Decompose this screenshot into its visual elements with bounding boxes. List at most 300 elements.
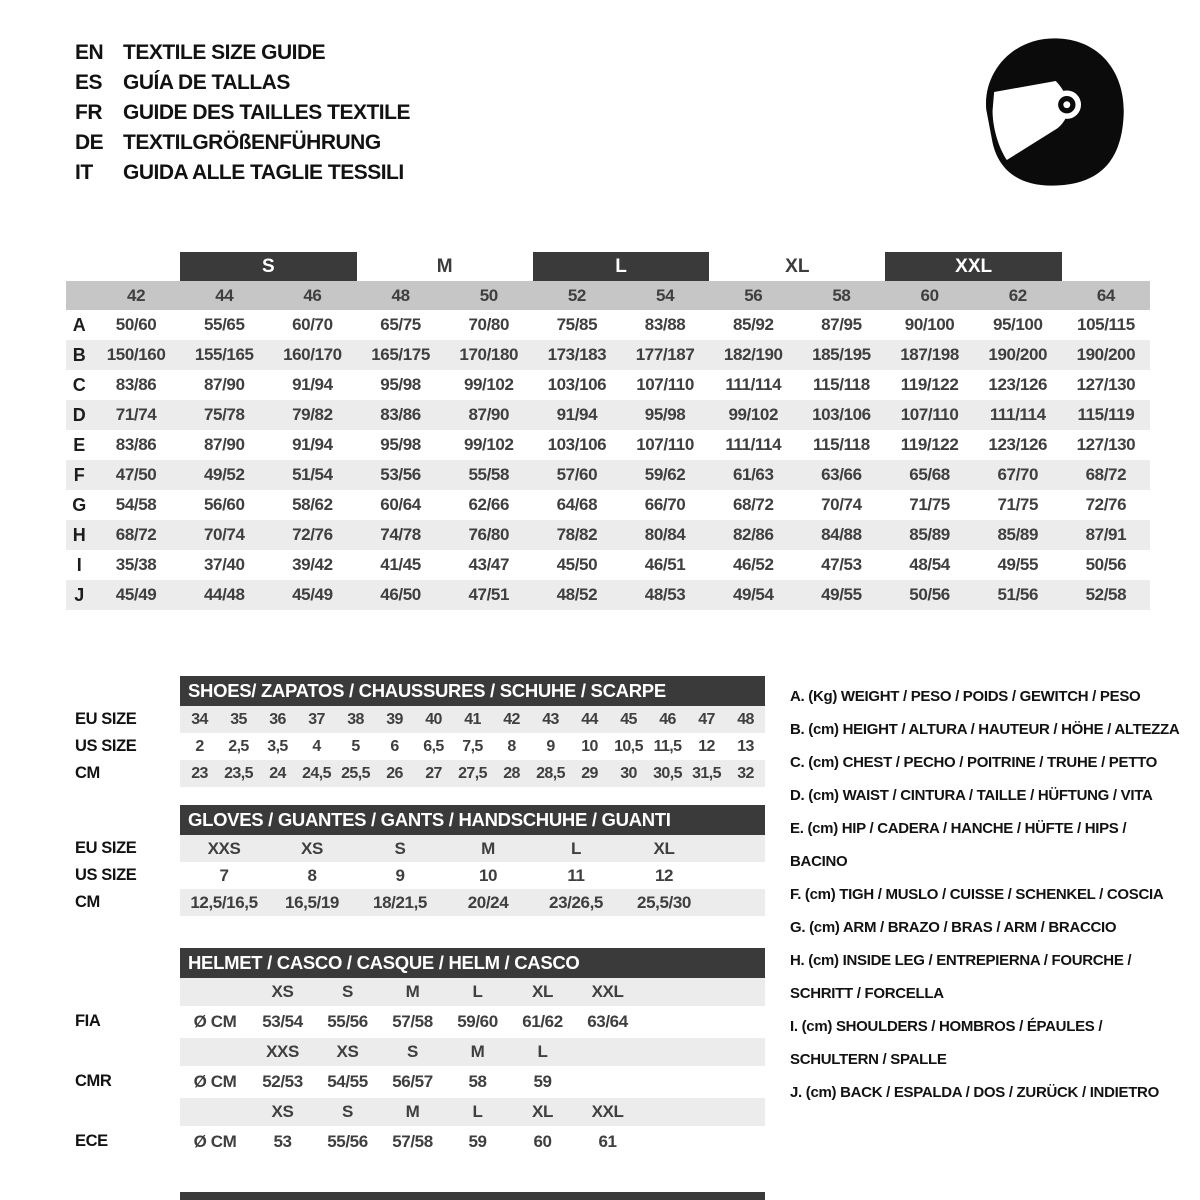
shoes-cell: 28,5: [536, 764, 565, 782]
shoes-cell: 23: [191, 764, 208, 782]
size-cell: 83/88: [644, 315, 686, 334]
gloves-cell: 12: [654, 865, 674, 885]
measurement-legend: [790, 680, 1184, 1109]
textile-size-table: [66, 252, 1150, 610]
size-cell: 82/86: [732, 525, 774, 544]
helmet-values-row-cmr: [180, 1066, 765, 1098]
shoes-cell: 7,5: [462, 737, 483, 755]
size-cell: 71/75: [909, 495, 950, 514]
gloves-cell: 12,5/16,5: [190, 892, 258, 912]
shoes-cell: 10: [581, 737, 598, 755]
shoes-cell: 13: [737, 737, 754, 755]
helmet-size-header: XL: [532, 982, 553, 1001]
shoes-cell: 46: [659, 710, 676, 728]
size-cell: 60/64: [380, 495, 421, 514]
shoes-cell: 30: [620, 764, 637, 782]
size-cell: 48/52: [556, 585, 598, 604]
gloves-cell: M: [481, 838, 495, 858]
measurement-row-d: [66, 400, 1150, 430]
size-cell: 39/42: [292, 555, 333, 574]
shoes-cell: 30,5: [653, 764, 682, 782]
row-key: A: [72, 314, 86, 335]
size-cell: 50/56: [909, 585, 950, 604]
shoes-eu-size-label: EU SIZE: [75, 710, 137, 728]
language-row: [75, 68, 410, 98]
diameter-unit-label: Ø CM: [193, 1012, 237, 1031]
helmet-values-row-fia: [180, 1006, 765, 1038]
cutoff-header-bar: [180, 1192, 765, 1200]
size-cell: 50/56: [1085, 555, 1127, 574]
shoes-cell: 39: [386, 710, 403, 728]
helmet-size-header: L: [472, 1102, 483, 1121]
column-header-56: 56: [744, 285, 763, 305]
row-key: G: [72, 494, 86, 515]
size-cell: 49/52: [203, 465, 245, 484]
shoes-cell: 35: [230, 710, 247, 728]
diameter-unit-label: Ø CM: [193, 1072, 237, 1091]
row-key: J: [74, 584, 84, 605]
size-cell: 103/106: [812, 405, 871, 424]
size-cell: 47/51: [468, 585, 510, 604]
size-cell: 127/130: [1076, 435, 1136, 454]
helmet-size-header: S: [342, 982, 353, 1001]
size-cell: 185/195: [812, 345, 871, 364]
size-cell: 50/60: [115, 315, 157, 334]
size-cell: 111/114: [725, 435, 782, 454]
language-code: ES: [75, 71, 103, 94]
helmet-size-cell: 58: [468, 1072, 487, 1091]
size-group-xl: XL: [785, 255, 810, 277]
size-cell: 160/170: [283, 345, 342, 364]
gloves-rows: [180, 835, 765, 916]
column-header-50: 50: [479, 285, 498, 305]
gloves-cell: XXS: [207, 838, 241, 858]
size-cell: 83/86: [115, 435, 157, 454]
shoes-cell: 43: [542, 710, 559, 728]
size-cell: 187/198: [900, 345, 959, 364]
spacer-cell: [66, 281, 92, 310]
shoes-cell: 32: [737, 764, 754, 782]
size-cell: 47/53: [821, 555, 862, 574]
helmet-table-title: HELMET / CASCO / CASQUE / HELM / CASCO: [180, 948, 765, 978]
shoes-cell: 8: [507, 737, 516, 755]
size-cell: 79/82: [292, 405, 333, 424]
size-cell: 48/53: [644, 585, 686, 604]
helmet-size-cell: 57/58: [392, 1012, 433, 1031]
size-group-xxl: XXL: [885, 252, 1061, 281]
helmet-size-header: L: [537, 1042, 548, 1061]
size-band-row: [66, 252, 1150, 281]
column-header-46: 46: [303, 285, 322, 305]
size-cell: 155/165: [194, 345, 254, 364]
shoes-cell: 26: [386, 764, 403, 782]
column-header-48: 48: [391, 285, 410, 305]
row-key: B: [72, 344, 86, 365]
legend-item-g: G. (cm) ARM / BRAZO / BRAS / ARM / BRACCIO: [790, 919, 1117, 936]
shoes-cell: 45: [620, 710, 637, 728]
size-cell: 123/126: [988, 435, 1048, 454]
language-row: [75, 128, 410, 158]
size-group-s: S: [180, 252, 356, 281]
shoes-cell: 27: [425, 764, 442, 782]
shoes-cell: 11,5: [653, 737, 682, 755]
helmet-size-cell: 57/58: [392, 1132, 433, 1151]
size-cell: 68/72: [115, 525, 157, 544]
size-cell: 85/89: [909, 525, 950, 544]
shoes-cell: 2,5: [228, 737, 249, 755]
size-cell: 99/102: [728, 405, 779, 424]
shoes-cell: 44: [581, 710, 598, 728]
size-cell: 68/72: [1085, 465, 1127, 484]
size-cell: 76/80: [468, 525, 510, 544]
gloves-row-3: [180, 889, 765, 916]
size-cell: 60/70: [292, 315, 333, 334]
shoes-cm-label: CM: [75, 764, 100, 782]
numeric-size-header-row: [66, 281, 1150, 310]
helmet-size-cell: 55/56: [327, 1132, 368, 1151]
size-cell: 64/68: [556, 495, 598, 514]
helmet-size-header: XS: [336, 1042, 359, 1061]
size-cell: 46/52: [732, 555, 774, 574]
size-cell: 127/130: [1076, 375, 1136, 394]
language-row: [75, 98, 410, 128]
measurement-row-a: [66, 310, 1150, 340]
size-cell: 119/122: [900, 375, 959, 394]
gloves-table: [180, 805, 765, 916]
column-header-64: 64: [1096, 285, 1115, 305]
size-cell: 59/62: [644, 465, 686, 484]
shoes-cell: 23,5: [224, 764, 253, 782]
shoes-cell: 37: [308, 710, 325, 728]
shoes-table-title: SHOES/ ZAPATOS / CHAUSSURES / SCHUHE / SCARPE: [180, 676, 765, 706]
size-cell: 70/74: [203, 525, 245, 544]
size-cell: 45/49: [292, 585, 333, 604]
shoes-cell: 28: [503, 764, 520, 782]
size-cell: 68/72: [732, 495, 774, 514]
shoes-us-size-label: US SIZE: [75, 737, 137, 755]
legend-item-i: I. (cm) SHOULDERS / HOMBROS / ÉPAULES / SCHULTERN / SPALLE: [790, 1018, 1103, 1068]
size-cell: 53/56: [380, 465, 421, 484]
helmet-cmr-label: CMR: [75, 1072, 112, 1090]
size-cell: 37/40: [203, 555, 245, 574]
size-cell: 95/98: [380, 375, 421, 394]
size-cell: 103/106: [547, 435, 607, 454]
size-cell: 52/58: [1085, 585, 1127, 604]
helmet-sizes-row-ece: [180, 1098, 765, 1126]
size-cell: 55/58: [468, 465, 510, 484]
helmet-size-header: XXL: [591, 1102, 624, 1121]
size-cell: 85/89: [997, 525, 1039, 544]
column-header-60: 60: [920, 285, 939, 305]
size-cell: 177/187: [635, 345, 695, 364]
size-cell: 182/190: [723, 345, 783, 364]
size-cell: 49/54: [732, 585, 774, 604]
language-code: EN: [75, 41, 104, 64]
shoes-cell: 2: [195, 737, 204, 755]
legend-item-d: D. (cm) WAIST / CINTURA / TAILLE / HÜFTUNG / VITA: [790, 787, 1153, 804]
shoes-cell: 4: [312, 737, 321, 755]
shoes-cell: 48: [737, 710, 754, 728]
language-code: DE: [75, 131, 104, 154]
racing-helmet-icon: [972, 30, 1130, 192]
size-cell: 173/183: [547, 345, 607, 364]
size-cell: 70/80: [468, 315, 510, 334]
column-header-62: 62: [1008, 285, 1027, 305]
gloves-cell: S: [394, 838, 406, 858]
gloves-cell: XL: [653, 838, 675, 858]
row-key: D: [72, 404, 86, 425]
size-cell: 95/100: [992, 315, 1043, 334]
shoes-cell: 12: [698, 737, 715, 755]
helmet-size-cell: 56/57: [392, 1072, 433, 1091]
shoes-cell: 24: [269, 764, 286, 782]
size-cell: 87/90: [203, 435, 245, 454]
size-cell: 107/110: [900, 405, 959, 424]
language-row: [75, 38, 410, 68]
size-cell: 45/50: [556, 555, 598, 574]
size-cell: 71/74: [115, 405, 157, 424]
size-cell: 47/50: [115, 465, 157, 484]
guide-title: GUIDE DES TAILLES TEXTILE: [123, 101, 410, 124]
helmet-values-row-ece: [180, 1126, 765, 1158]
size-cell: 84/88: [821, 525, 862, 544]
helmet-sizes-row-cmr: [180, 1038, 765, 1066]
size-cell: 46/50: [380, 585, 421, 604]
helmet-size-cell: 55/56: [327, 1012, 368, 1031]
size-cell: 115/118: [813, 375, 870, 394]
size-cell: 56/60: [203, 495, 245, 514]
legend-item-c: C. (cm) CHEST / PECHO / POITRINE / TRUHE / PETTO: [790, 754, 1158, 771]
helmet-size-header: L: [472, 982, 483, 1001]
row-key: C: [72, 374, 86, 395]
language-code: IT: [75, 161, 93, 184]
helmet-size-cell: 59: [533, 1072, 552, 1091]
helmet-ece-label: ECE: [75, 1132, 108, 1150]
shoes-cell: 6,5: [423, 737, 444, 755]
size-cell: 80/84: [644, 525, 686, 544]
size-cell: 83/86: [380, 405, 421, 424]
size-cell: 75/78: [203, 405, 245, 424]
diameter-unit-label: Ø CM: [193, 1132, 237, 1151]
shoes-cell: 42: [503, 710, 520, 728]
gloves-cell: 10: [478, 865, 498, 885]
legend-item-h: H. (cm) INSIDE LEG / ENTREPIERNA / FOURCHE / SCHRITT / FORCELLA: [790, 952, 1132, 1002]
size-cell: 87/91: [1085, 525, 1127, 544]
gloves-cell: XS: [301, 838, 323, 858]
shoes-cell: 10,5: [614, 737, 643, 755]
spacer-cell: [180, 1098, 250, 1126]
size-cell: 87/90: [203, 375, 245, 394]
language-title-list: [75, 38, 410, 188]
size-cell: 63/66: [821, 465, 862, 484]
size-cell: 91/94: [292, 375, 333, 394]
size-cell: 58/62: [292, 495, 333, 514]
measurement-row-b: [66, 340, 1150, 370]
shoes-cell: 29: [581, 764, 598, 782]
row-key: H: [72, 524, 86, 545]
size-cell: 91/94: [292, 435, 333, 454]
size-cell: 165/175: [371, 345, 430, 364]
helmet-size-cell: 61/62: [522, 1012, 563, 1031]
shoes-cell: 9: [546, 737, 555, 755]
guide-title: TEXTILGRÖßENFÜHRUNG: [123, 131, 381, 154]
shoes-cell: 31,5: [692, 764, 721, 782]
helmet-size-cell: 61: [598, 1132, 617, 1151]
size-cell: 71/75: [997, 495, 1039, 514]
column-header-54: 54: [656, 285, 675, 305]
size-cell: 67/70: [997, 465, 1039, 484]
measurement-row-f: [66, 460, 1150, 490]
size-cell: 107/110: [636, 375, 694, 394]
helmet-size-cell: 63/64: [587, 1012, 628, 1031]
size-cell: 105/115: [1077, 315, 1135, 334]
guide-title: GUIDA ALLE TAGLIE TESSILI: [123, 161, 404, 184]
row-key: E: [73, 434, 85, 455]
helmet-size-header: XS: [271, 982, 294, 1001]
helmet-size-cell: 53: [273, 1132, 292, 1151]
row-key: I: [76, 554, 82, 575]
gloves-cell: 11: [567, 865, 585, 885]
guide-title: GUÍA DE TALLAS: [123, 71, 290, 94]
size-cell: 61/63: [732, 465, 774, 484]
gloves-cell: 9: [395, 865, 405, 885]
shoes-row-3: [180, 760, 765, 787]
helmet-size-cell: 54/55: [327, 1072, 368, 1091]
size-cell: 75/85: [556, 315, 598, 334]
shoes-cell: 5: [351, 737, 360, 755]
size-cell: 87/90: [468, 405, 510, 424]
gloves-table-title: GLOVES / GUANTES / GANTS / HANDSCHUHE / GUANTI: [180, 805, 765, 835]
size-cell: 65/68: [909, 465, 950, 484]
gloves-cell: 20/24: [467, 892, 509, 912]
helmet-size-header: S: [342, 1102, 353, 1121]
helmet-size-header: M: [470, 1042, 485, 1061]
helmet-size-cell: 60: [533, 1132, 552, 1151]
gloves-cell: 25,5/30: [637, 892, 691, 912]
legend-item-j: J. (cm) BACK / ESPALDA / DOS / ZURÜCK / INDIETRO: [790, 1084, 1159, 1101]
size-cell: 57/60: [556, 465, 598, 484]
measurement-row-e: [66, 430, 1150, 460]
gloves-cell: 23/26,5: [549, 892, 603, 912]
shoes-cell: 6: [390, 737, 399, 755]
size-cell: 46/51: [644, 555, 686, 574]
size-cell: 95/98: [644, 405, 686, 424]
size-cell: 51/56: [997, 585, 1039, 604]
language-code: FR: [75, 101, 102, 124]
size-cell: 72/76: [292, 525, 333, 544]
size-cell: 87/95: [821, 315, 862, 334]
size-cell: 170/180: [459, 345, 519, 364]
shoes-cell: 41: [464, 710, 481, 728]
size-cell: 95/98: [380, 435, 421, 454]
size-group-m: M: [436, 255, 453, 277]
helmet-size-header: M: [405, 1102, 420, 1121]
size-cell: 55/65: [203, 315, 245, 334]
size-cell: 90/100: [904, 315, 955, 334]
language-row: [75, 158, 410, 188]
shoes-rows: [180, 706, 765, 787]
gloves-row-1: [180, 835, 765, 862]
measurement-rows: [66, 310, 1150, 610]
helmet-size-header: S: [407, 1042, 418, 1061]
guide-title: TEXTILE SIZE GUIDE: [123, 41, 326, 64]
size-cell: 70/74: [821, 495, 862, 514]
shoes-table: [180, 676, 765, 787]
size-cell: 35/38: [115, 555, 157, 574]
size-cell: 49/55: [821, 585, 862, 604]
helmet-fia-label: FIA: [75, 1012, 101, 1030]
size-cell: 72/76: [1085, 495, 1127, 514]
shoes-cell: 24,5: [302, 764, 331, 782]
helmet-size-header: XS: [271, 1102, 294, 1121]
size-cell: 123/126: [988, 375, 1048, 394]
size-cell: 91/94: [556, 405, 598, 424]
shoes-cell: 3,5: [267, 737, 288, 755]
size-cell: 49/55: [997, 555, 1039, 574]
helmet-size-header: XL: [532, 1102, 553, 1121]
size-cell: 62/66: [468, 495, 510, 514]
size-cell: 51/54: [292, 465, 333, 484]
gloves-us-size-label: US SIZE: [75, 866, 137, 884]
spacer-cell: [180, 1038, 250, 1066]
column-header-42: 42: [127, 285, 146, 305]
size-cell: 45/49: [115, 585, 157, 604]
shoes-cell: 47: [698, 710, 715, 728]
size-cell: 44/48: [203, 585, 245, 604]
size-cell: 54/58: [115, 495, 157, 514]
helmet-size-header: XXS: [266, 1042, 299, 1061]
size-cell: 103/106: [547, 375, 607, 394]
measurement-row-h: [66, 520, 1150, 550]
legend-item-e: E. (cm) HIP / CADERA / HANCHE / HÜFTE / HIPS / BACINO: [790, 820, 1127, 870]
column-header-58: 58: [832, 285, 851, 305]
shoes-cell: 38: [347, 710, 364, 728]
column-header-44: 44: [215, 285, 234, 305]
size-cell: 99/102: [463, 375, 514, 394]
size-cell: 83/86: [115, 375, 157, 394]
size-cell: 65/75: [380, 315, 421, 334]
helmet-size-cell: 59/60: [457, 1012, 498, 1031]
helmet-size-cell: 59: [468, 1132, 487, 1151]
size-cell: 111/114: [989, 405, 1046, 424]
gloves-cell: 16,5/19: [285, 892, 339, 912]
size-cell: 43/47: [468, 555, 510, 574]
helmet-size-cell: 53/54: [262, 1012, 303, 1031]
size-cell: 190/200: [1076, 345, 1136, 364]
gloves-cm-label: CM: [75, 893, 100, 911]
shoes-cell: 36: [269, 710, 286, 728]
size-cell: 119/122: [900, 435, 959, 454]
size-cell: 107/110: [636, 435, 694, 454]
column-header-52: 52: [567, 285, 586, 305]
size-cell: 78/82: [556, 525, 598, 544]
measurement-row-g: [66, 490, 1150, 520]
size-cell: 111/114: [725, 375, 782, 394]
shoes-row-2: [180, 733, 765, 760]
legend-item-b: B. (cm) HEIGHT / ALTURA / HAUTEUR / HÖHE / ALTEZZA: [790, 721, 1180, 738]
legend-item-a: A. (Kg) WEIGHT / PESO / POIDS / GEWITCH / PESO: [790, 688, 1141, 705]
spacer-cell: [180, 978, 250, 1006]
helmet-rows: [180, 978, 765, 1158]
helmet-sizes-row-fia: [180, 978, 765, 1006]
shoes-cell: 25,5: [341, 764, 370, 782]
gloves-cell: L: [571, 838, 581, 858]
helmet-size-header: XXL: [591, 982, 624, 1001]
size-cell: 74/78: [380, 525, 421, 544]
measurement-row-i: [66, 550, 1150, 580]
gloves-cell: 7: [219, 865, 229, 885]
measurement-row-c: [66, 370, 1150, 400]
